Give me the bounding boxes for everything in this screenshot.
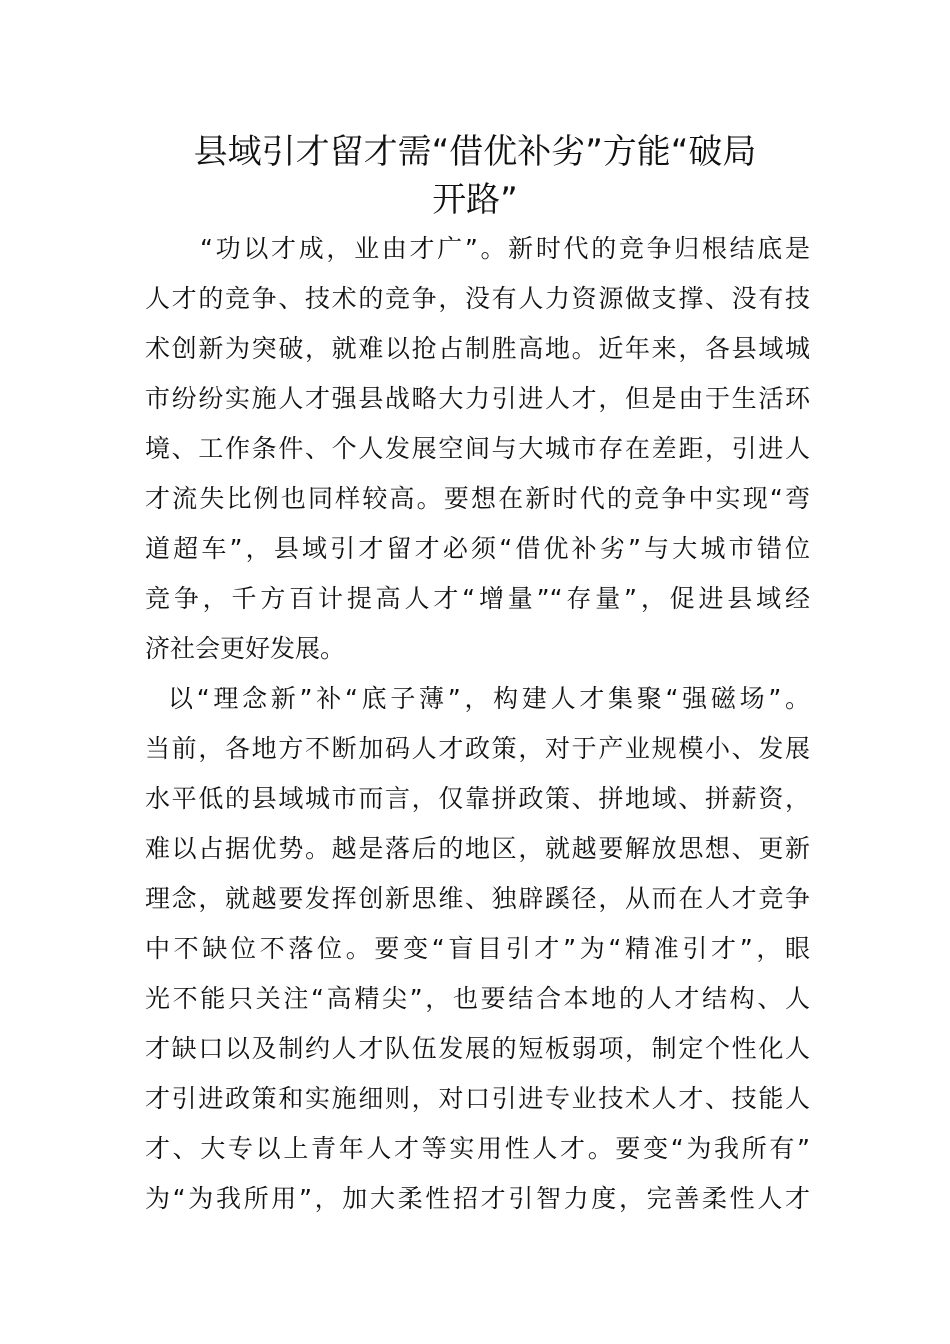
paragraph-2-line-5: 理念，就越要发挥创新思维、独辟蹊径，从而在人才竞争 (145, 884, 810, 913)
paragraph-2-line-9: 才引进政策和实施细则，对口引进专业技术人才、技能人 (145, 1084, 810, 1113)
paragraph-1-line-6: 才流失比例也同样较高。要想在新时代的竞争中实现“弯 (145, 484, 810, 513)
paragraph-2-line-8: 才缺口以及制约人才队伍发展的短板弱项，制定个性化人 (145, 1034, 810, 1063)
document-title-line-1: 县域引才留才需“借优补劣”方能“破局 (193, 132, 757, 172)
paragraph-1-line-1: “功以才成，业由才广”。新时代的竞争归根结底是 (200, 234, 810, 263)
paragraph-1-line-9: 济社会更好发展。 (145, 634, 346, 663)
paragraph-2-line-3: 水平低的县域城市而言，仅靠拼政策、拼地域、拼薪资， (145, 784, 810, 813)
paragraph-2-line-4: 难以占据优势。越是落后的地区，就越要解放思想、更新 (145, 834, 810, 863)
paragraph-1-line-4: 市纷纷实施人才强县战略大力引进人才，但是由于生活环 (145, 384, 810, 413)
paragraph-2-line-6: 中不缺位不落位。要变“盲目引才”为“精准引才”，眼 (145, 934, 810, 963)
paragraph-2-line-10: 才、大专以上青年人才等实用性人才。要变“为我所有” (145, 1134, 810, 1163)
paragraph-1-line-3: 术创新为突破，就难以抢占制胜高地。近年来，各县域城 (145, 334, 810, 363)
paragraph-1-line-8: 竞争，千方百计提高人才“增量”“存量”，促进县域经 (145, 584, 810, 613)
paragraph-2-line-11: 为“为我所用”，加大柔性招才引智力度，完善柔性人才 (145, 1184, 810, 1213)
paragraph-2-line-1: 以“理念新”补“底子薄”，构建人才集聚“强磁场”。 (168, 684, 810, 713)
paragraph-2-line-7: 光不能只关注“高精尖”，也要结合本地的人才结构、人 (145, 984, 810, 1013)
paragraph-2-line-2: 当前，各地方不断加码人才政策，对于产业规模小、发展 (145, 734, 810, 763)
document-title-line-2: 开路” (432, 180, 518, 220)
paragraph-1-line-5: 境、工作条件、个人发展空间与大城市存在差距，引进人 (145, 434, 810, 463)
paragraph-1-line-2: 人才的竞争、技术的竞争，没有人力资源做支撑、没有技 (145, 284, 810, 313)
paragraph-1-line-7: 道超车”，县域引才留才必须“借优补劣”与大城市错位 (145, 534, 810, 563)
